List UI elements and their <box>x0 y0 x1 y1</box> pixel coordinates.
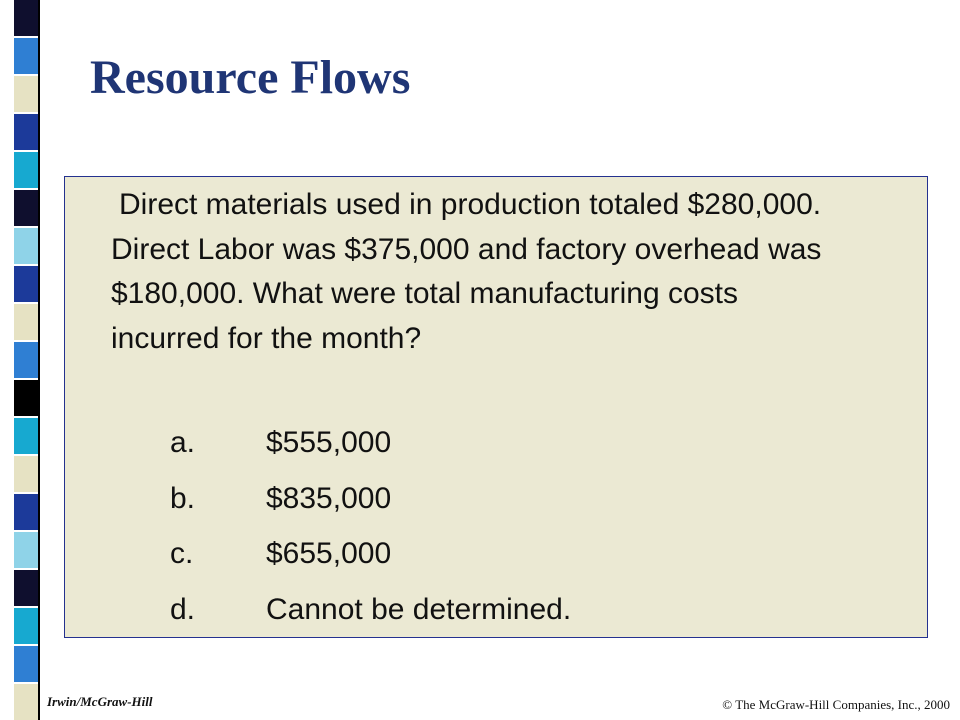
strip-block <box>14 494 38 530</box>
strip-block <box>14 608 38 644</box>
strip-edge <box>38 0 40 720</box>
strip-block <box>14 380 38 416</box>
answer-option-d <box>170 582 571 638</box>
strip-block <box>14 304 38 340</box>
strip-block <box>14 570 38 606</box>
answer-option-a <box>170 415 571 471</box>
option-text: $655,000 <box>266 537 392 570</box>
strip-block <box>14 532 38 568</box>
strip-block <box>14 266 38 302</box>
answer-options <box>170 415 571 637</box>
decorative-side-strip <box>14 0 38 720</box>
strip-block <box>14 190 38 226</box>
option-text: $835,000 <box>266 481 392 515</box>
strip-block <box>14 38 38 74</box>
question-box <box>64 176 928 638</box>
strip-block <box>14 228 38 264</box>
strip-block <box>14 76 38 112</box>
question-text: Direct materials used in production totaled $280,000. Direct Labor was $375,000 and factory overhead was $180,000. What were total manufacturing costs incurred for the month? <box>111 188 822 355</box>
copyright-notice: © The McGraw-Hill Companies, Inc., 2000 <box>722 697 950 712</box>
strip-block <box>14 418 38 454</box>
strip-block <box>14 342 38 378</box>
strip-block <box>14 0 38 36</box>
option-letter: b. <box>170 481 196 515</box>
strip-block <box>14 152 38 188</box>
strip-block <box>14 456 38 492</box>
slide-title: Resource Flows <box>90 51 411 104</box>
strip-block <box>14 684 38 720</box>
option-letter: c. <box>170 537 194 570</box>
strip-block <box>14 646 38 682</box>
option-text: Cannot be determined. <box>266 592 572 626</box>
option-text: $555,000 <box>266 426 392 459</box>
strip-block <box>14 114 38 150</box>
option-letter: a. <box>170 426 196 459</box>
answer-option-b <box>170 471 571 527</box>
option-letter: d. <box>170 592 196 626</box>
publisher-imprint: Irwin/McGraw-Hill <box>47 694 153 709</box>
answer-option-c <box>170 526 571 582</box>
